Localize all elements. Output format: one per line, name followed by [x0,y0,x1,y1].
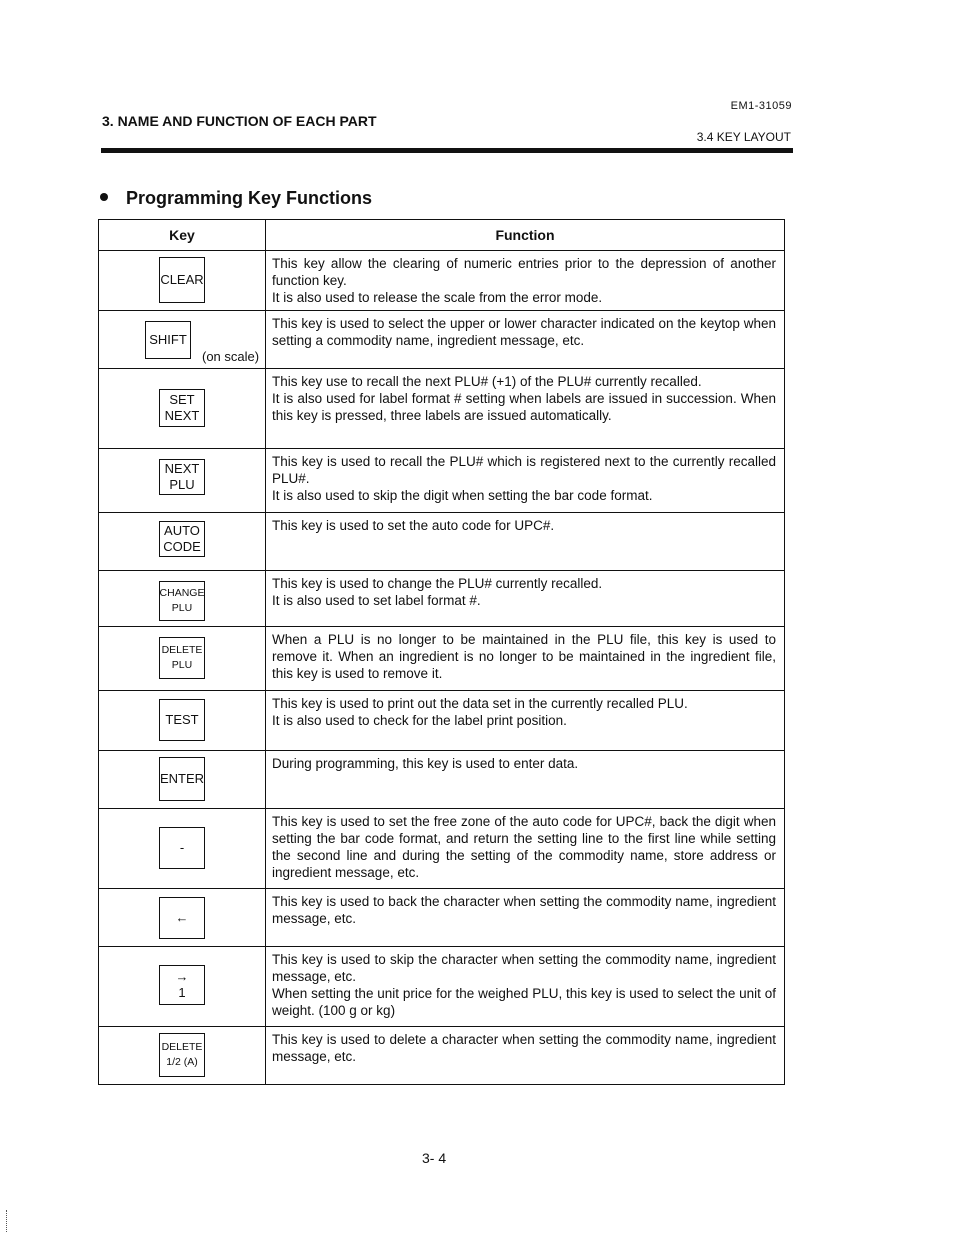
table-row [99,809,785,889]
key-note: (on scale) [202,349,260,364]
function-text: It is also used to set label format #. [272,593,481,608]
function-cell [266,369,785,449]
table-row [99,311,785,369]
keycap-icon [159,459,205,495]
table-row [99,251,785,311]
keycap-label: NEXT [164,408,200,423]
key-function-table [98,219,785,1085]
function-text: This key is used to change the PLU# currently recalled. [272,576,603,591]
key-cell [99,369,266,449]
keycap-icon [159,897,205,939]
header-rule [101,148,793,153]
keycap-icon [159,965,205,1005]
keycap-label: - [179,840,185,855]
table-row [99,691,785,751]
keycap-icon [145,321,191,359]
keycap-label: CODE [163,539,201,554]
key-cell [99,947,266,1027]
function-text: This key is used to back the character when setting the commodity name, ingredient message, etc. [272,894,776,926]
function-text: This key is used to recall the PLU# which is registered next to the currently recalled PLU#. [272,454,776,486]
function-cell [266,889,785,947]
keycap-icon [159,637,205,679]
margin-mark [6,1210,8,1232]
function-text: This key use to recall the next PLU# (+1) of the PLU# currently recalled. [272,374,702,389]
key-column-header: Key [99,220,266,251]
function-cell [266,311,785,369]
function-text: It is also used to skip the digit when setting the bar code format. [272,488,653,503]
table-row [99,571,785,627]
table-row [99,513,785,571]
table-row [99,449,785,513]
keycap-icon [159,757,205,801]
key-cell [99,751,266,809]
function-text: During programming, this key is used to enter data. [272,756,579,771]
function-column-header: Function [266,220,785,251]
keycap-icon [159,521,205,557]
function-text: This key is used to delete a character when setting the commodity name, ingredient message, etc. [272,1032,776,1064]
function-cell [266,449,785,513]
keycap-label: CLEAR [160,272,204,287]
function-text: This key is used to print out the data set in the currently recalled PLU. [272,696,688,711]
function-text: It is also used to check for the label print position. [272,713,567,728]
keycap-label: → [175,969,189,984]
key-cell [99,889,266,947]
keycap-icon [159,581,205,621]
keycap-label: SET [169,392,195,407]
keycap-icon [159,827,205,869]
function-cell [266,947,785,1027]
keycap-label: 1 [178,985,186,1000]
keycap-label: ← [175,910,189,925]
function-text: When setting the unit price for the weighed PLU, this key is used to select the unit of weight. (100 g or kg) [272,986,776,1018]
keycap-label: PLU [169,477,195,492]
table-row [99,889,785,947]
keycap-label: ENTER [159,771,205,786]
table-row [99,751,785,809]
function-text: This key is used to set the free zone of the auto code for UPC#, back the digit when setting the bar code format, and return the setting line to the first line while setting the second line and during the setting of the commodity name, store address or ingredient message, etc. [272,814,776,880]
function-text: When a PLU is no longer to be maintained in the PLU file, this key is used to remove it. When an ingredient is no longer to be maintained in the ingredient file, this key is used to remove it. [272,632,776,681]
function-cell [266,751,785,809]
table-row [99,627,785,691]
keycap-label: CHANGE [159,587,205,599]
function-text: It is also used for label format # setting when labels are issued in succession. When this key is pressed, three labels are issued automatically. [272,391,776,423]
table-header-row [99,220,785,251]
keycap-label: 1/2 (A) [166,1056,198,1068]
keycap-label: TEST [165,712,199,727]
keycap-label: NEXT [164,461,200,476]
function-text: It is also used to release the scale from the error mode. [272,290,603,305]
key-cell [99,809,266,889]
keycap-icon [159,699,205,741]
key-cell [99,311,266,369]
function-cell [266,1027,785,1085]
subsection-heading: 3.4 KEY LAYOUT [696,130,791,144]
table-row [99,1027,785,1085]
function-text: This key is used to select the upper or lower character indicated on the keytop when setting a commodity name, ingredient message, etc. [272,316,776,348]
keycap-icon [159,1033,205,1077]
keycap-label: DELETE [161,644,203,656]
keycap-label: PLU [171,659,193,671]
function-cell [266,627,785,691]
key-cell [99,1027,266,1085]
key-cell [99,691,266,751]
keycap-label: DELETE [161,1041,203,1053]
section-title [100,188,372,209]
keycap-label: SHIFT [149,332,187,347]
bullet-icon [100,193,108,201]
page-number: 3- 4 [422,1150,447,1166]
chapter-heading: 3. NAME AND FUNCTION OF EACH PART [102,113,377,129]
key-cell [99,571,266,627]
keycap-icon [159,257,205,303]
function-cell [266,571,785,627]
key-cell [99,513,266,571]
table-row [99,369,785,449]
table-body [99,251,785,1085]
key-cell [99,627,266,691]
function-cell [266,251,785,311]
function-cell [266,513,785,571]
keycap-label: AUTO [164,523,200,538]
key-cell [99,251,266,311]
keycap-icon [159,389,205,427]
section-title-text: Programming Key Functions [126,188,373,208]
function-text: This key is used to skip the character when setting the commodity name, ingredient message, etc. [272,952,776,984]
document-id: EM1-31059 [730,100,792,112]
key-cell [99,449,266,513]
keycap-label: PLU [171,602,193,614]
function-cell [266,691,785,751]
table-row [99,947,785,1027]
function-cell [266,809,785,889]
function-text: This key is used to set the auto code for UPC#. [272,518,555,533]
function-text: This key allow the clearing of numeric entries prior to the depression of another function key. [272,256,776,288]
